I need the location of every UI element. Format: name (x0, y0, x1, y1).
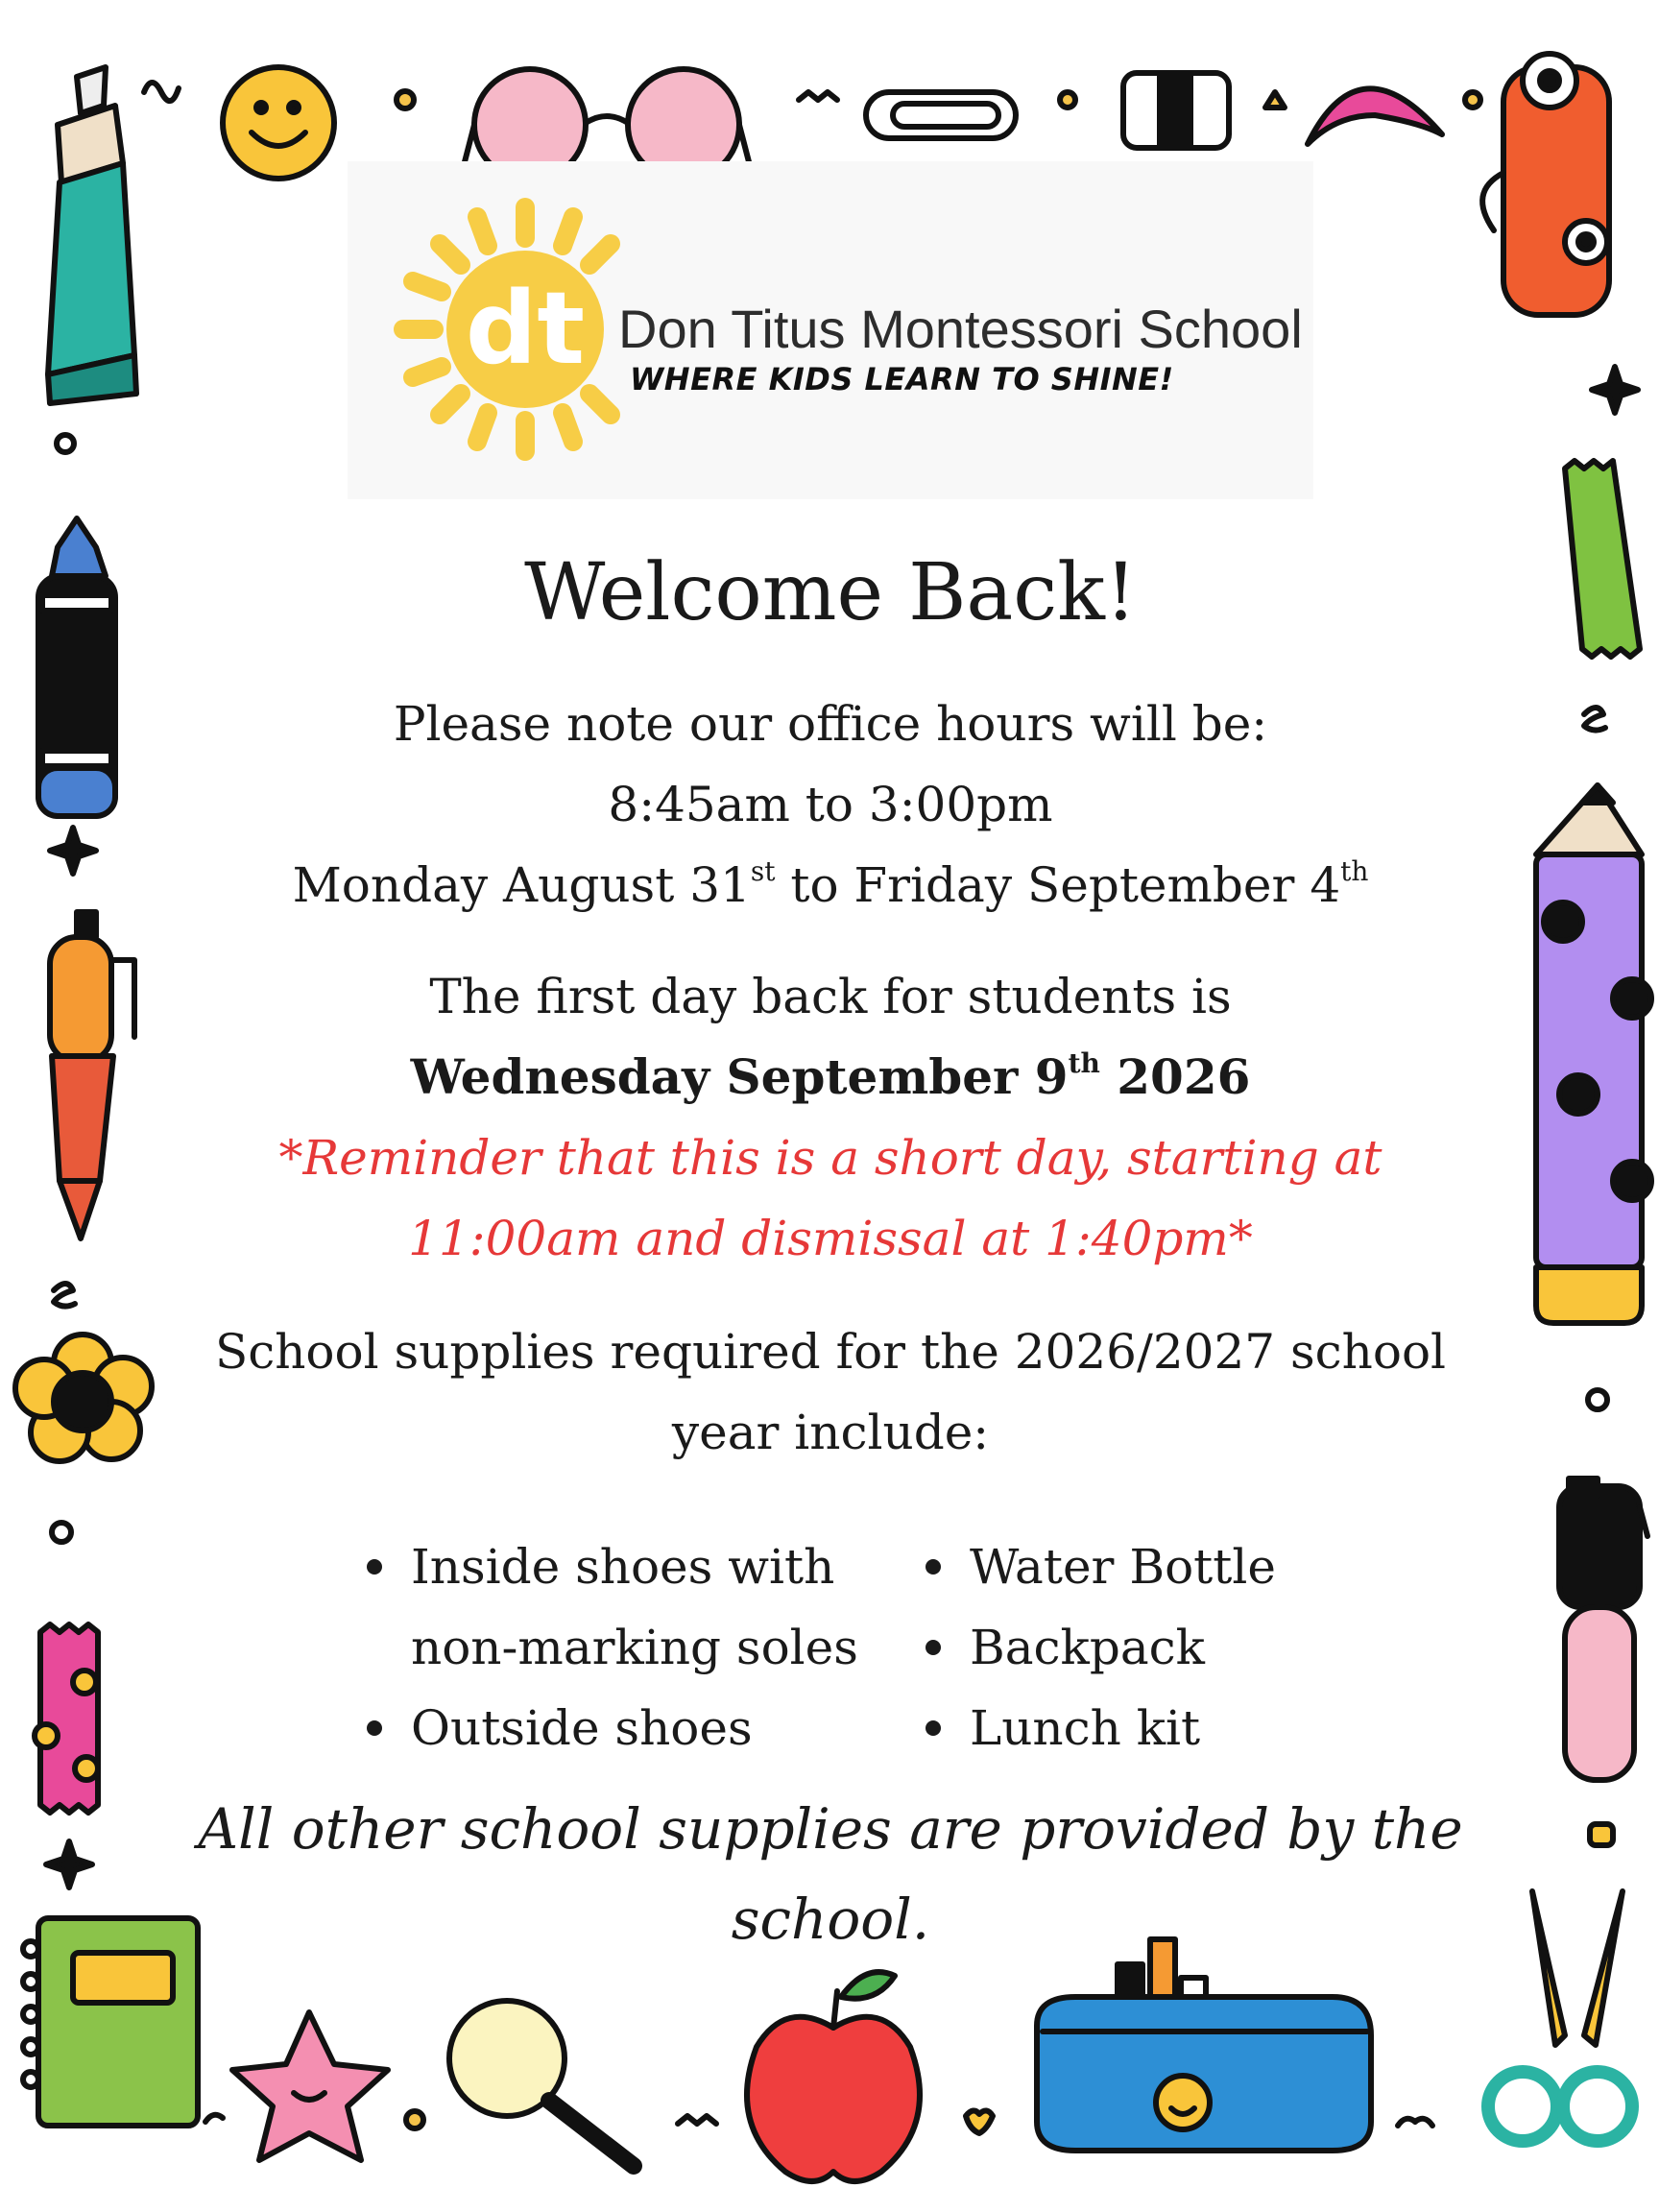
footer-line-2: school. (731, 1887, 930, 1952)
highlighter-icon (48, 67, 136, 403)
dot-icon (52, 1523, 71, 1542)
square-icon (1590, 1824, 1613, 1845)
dot-icon (1465, 92, 1480, 108)
swirl-icon (1398, 2119, 1432, 2126)
dot-icon (406, 2111, 423, 2128)
supplies-list-left (363, 1527, 858, 1768)
pouch-icon (1037, 1939, 1371, 2151)
list-item: Water Bottle (922, 1527, 1276, 1607)
list-item: Backpack (922, 1607, 1276, 1688)
supplies-list-right (922, 1527, 1276, 1768)
range-end: to Friday September 4 (775, 857, 1341, 913)
list-item (363, 1688, 858, 1768)
first-day-date-text: Wednesday September 9 (410, 1048, 1069, 1105)
supplies-intro-line-1: School supplies required for the 2026/2027 school (214, 1324, 1447, 1380)
pencil-case-icon (1482, 54, 1609, 315)
first-day-date (182, 1037, 1479, 1118)
supplies-intro (182, 1311, 1479, 1473)
star-icon (232, 2012, 388, 2160)
dot-icon (57, 435, 74, 452)
headband-icon (1308, 88, 1442, 144)
washi-tape-icon (1565, 461, 1640, 657)
smiley-icon (223, 67, 334, 179)
list-item-text: Outside shoes (411, 1700, 753, 1756)
school-name: Don Titus Montessori School (618, 299, 1303, 359)
office-hours-intro: Please note our office hours will be: (393, 696, 1268, 752)
zigzag-icon (799, 92, 837, 100)
flower-icon (15, 1334, 152, 1461)
office-hours-time: 8:45am to 3:00pm (608, 777, 1053, 832)
footer-note (182, 1784, 1479, 1964)
list-item-text: Inside shoes with (411, 1539, 835, 1595)
marker-icon (1559, 1479, 1647, 1780)
heart-icon (966, 2110, 993, 2133)
sparkle-icon (50, 828, 96, 874)
school-tagline: WHERE KIDS LEARN TO SHINE! (630, 361, 1174, 397)
paperclip-icon (866, 92, 1016, 138)
first-day-section (182, 956, 1479, 1279)
swirl-icon (205, 2115, 223, 2122)
first-day-year: 2026 (1099, 1048, 1251, 1105)
list-item-text: non-marking soles (411, 1620, 858, 1675)
swirl-icon (54, 1284, 75, 1307)
apple-icon (747, 1972, 920, 2181)
first-day-intro: The first day back for students is (429, 969, 1232, 1024)
marker-icon (38, 518, 115, 816)
eraser-icon (1123, 73, 1229, 148)
first-day-date-suffix: th (1068, 1047, 1100, 1079)
notebook-icon (23, 1918, 198, 2126)
footer-line-1: All other school supplies are provided by the (198, 1796, 1463, 1862)
dot-icon (1588, 1390, 1607, 1409)
magnifier-icon (449, 2001, 634, 2166)
triangle-icon (1265, 92, 1285, 108)
list-item (363, 1527, 858, 1688)
range-start: Monday August 31 (292, 857, 751, 913)
swirl-icon (1584, 708, 1605, 731)
washi-tape-icon (35, 1624, 98, 1813)
swirl-icon (144, 83, 179, 101)
sparkle-icon (1592, 367, 1638, 413)
sparkle-icon (46, 1841, 92, 1887)
range-end-suffix: th (1340, 855, 1369, 887)
reminder-line-1: *Reminder that this is a short day, starting at (278, 1130, 1382, 1186)
school-logo (348, 161, 1313, 499)
page-title: Welcome Back! (524, 547, 1137, 638)
office-hours (182, 684, 1479, 926)
supplies-intro-line-2: year include: (671, 1405, 990, 1460)
list-item: Lunch kit (922, 1688, 1276, 1768)
scissors-icon (1488, 1891, 1632, 2141)
office-hours-dates (182, 845, 1479, 926)
logo-mark: dt (465, 270, 586, 387)
dot-icon (1060, 92, 1075, 108)
pencil-icon (1536, 785, 1651, 1323)
range-start-suffix: st (750, 855, 776, 887)
reminder-line-2: 11:00am and dismissal at 1:40pm* (408, 1211, 1253, 1266)
pen-icon (50, 912, 134, 1238)
dot-icon (397, 91, 414, 108)
zigzag-icon (678, 2116, 716, 2124)
